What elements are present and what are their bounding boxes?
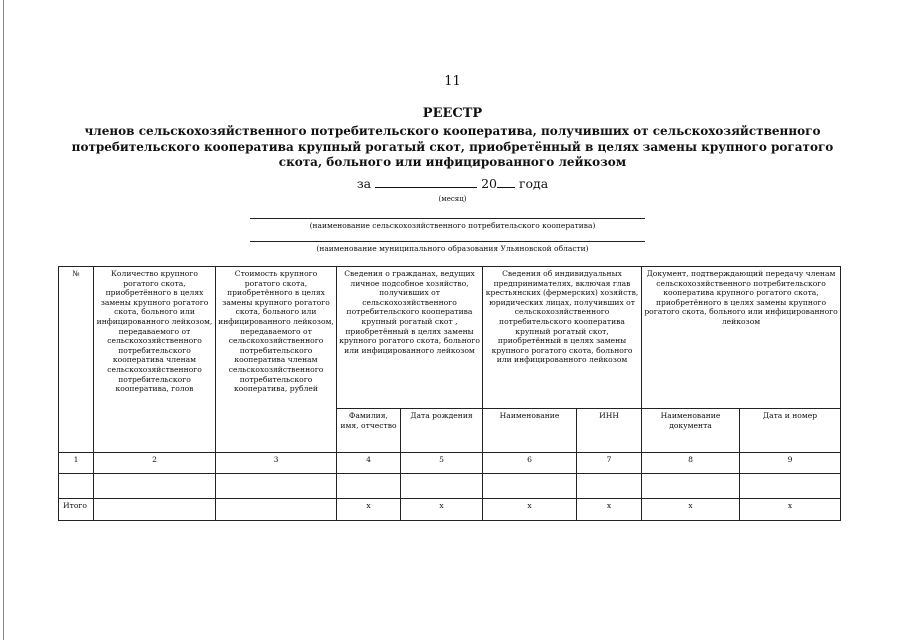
month-blank[interactable] — [375, 176, 477, 188]
year-blank[interactable] — [497, 176, 515, 188]
total-mark: x — [740, 499, 841, 521]
total-cost-cell[interactable] — [216, 499, 337, 521]
document-title: РЕЕСТР — [422, 106, 483, 121]
header-cost: Стоимость крупного рогатого скота, приобретённого в целях замены крупного рогатого скота, больного или инфицированного лейкозом, передаваемого от сельскохозяйственного потребительского кооператива членам сельскохозяйственного потребительского кооператива, рублей — [216, 267, 337, 453]
header-inn: ИНН — [577, 409, 642, 453]
table-cell[interactable] — [401, 474, 483, 499]
header-document: Документ, подтверждающий передачу членам сельскохозяйственного потребительского кооператива крупного рогатого скота, приобретённого в целях замены крупного рогатого скота, больного или инфицированного лейкозом — [642, 267, 841, 409]
reporting-period — [0, 176, 905, 191]
column-number: 9 — [740, 453, 841, 474]
total-mark: x — [401, 499, 483, 521]
column-number: 6 — [483, 453, 577, 474]
table-cell[interactable] — [740, 474, 841, 499]
header-doc-name: Наименование документа — [642, 409, 740, 453]
municipality-name-line[interactable] — [250, 241, 645, 242]
period-suffix: года — [518, 176, 549, 191]
table-cell[interactable] — [337, 474, 401, 499]
total-row — [59, 499, 841, 521]
table-cell[interactable] — [642, 474, 740, 499]
total-mark: x — [577, 499, 642, 521]
period-prefix: за — [356, 176, 372, 191]
header-doc-date-number: Дата и номер — [740, 409, 841, 453]
table-cell[interactable] — [483, 474, 577, 499]
table-cell[interactable] — [216, 474, 337, 499]
column-number: 3 — [216, 453, 337, 474]
header-entrepreneurs: Сведения об индивидуальных предпринимателях, включая глав крестьянских (фермерских) хозяйств, юридических лицах, получивших от сельскохозяйственного потребительского кооператива крупный рогатый скот, приобретённый в целях замены крупного рогатого скота, больного или инфицированного лейкозом — [483, 267, 642, 409]
scan-edge-line — [3, 0, 4, 640]
table-cell[interactable] — [577, 474, 642, 499]
header-row-main — [59, 267, 841, 409]
header-name: Наименование — [483, 409, 577, 453]
cooperative-name-line[interactable] — [250, 218, 645, 219]
column-number: 5 — [401, 453, 483, 474]
month-caption: (месяц) — [438, 195, 467, 203]
municipality-name-caption: (наименование муниципального образования Ульяновской области) — [316, 244, 589, 253]
column-number-row — [59, 453, 841, 474]
table-cell[interactable] — [94, 474, 216, 499]
total-quantity-cell[interactable] — [94, 499, 216, 521]
data-entry-row — [59, 474, 841, 499]
column-number: 7 — [577, 453, 642, 474]
column-number: 1 — [59, 453, 94, 474]
page-number: 11 — [444, 74, 461, 89]
header-citizens: Сведения о гражданах, ведущих личное подсобное хозяйство, получивших от сельскохозяйственного потребительского кооператива крупный рогатый скот , приобретённый в целях замены крупного рогатого скота, больного или инфицированного лейкозом — [337, 267, 483, 409]
header-quantity: Количество крупного рогатого скота, приобретённого в целях замены крупного рогатого скота, больного или инфицированного лейкозом, передаваемого от сельскохозяйственного потребительского кооператива членам сельскохозяйственного потребительского кооператива, голов — [94, 267, 216, 453]
header-birth-date: Дата рождения — [401, 409, 483, 453]
total-label: Итого — [59, 499, 94, 521]
column-number: 4 — [337, 453, 401, 474]
cooperative-name-caption: (наименование сельскохозяйственного потребительского кооператива) — [309, 221, 596, 230]
year-prefix: 20 — [481, 176, 497, 191]
table-cell[interactable] — [59, 474, 94, 499]
total-mark: x — [642, 499, 740, 521]
total-mark: x — [483, 499, 577, 521]
column-number: 2 — [94, 453, 216, 474]
registry-table — [58, 266, 841, 521]
document-subtitle: членов сельскохозяйственного потребительского кооператива, получивших от сельскохозяйственного потребительского кооператива крупный рогатый скот, приобретённый в целях замены крупного рогатого скота, больного или инфицированного лейкозом — [71, 124, 834, 169]
header-full-name: Фамилия, имя, отчество — [337, 409, 401, 453]
total-mark: x — [337, 499, 401, 521]
header-no: № — [59, 267, 94, 453]
column-number: 8 — [642, 453, 740, 474]
